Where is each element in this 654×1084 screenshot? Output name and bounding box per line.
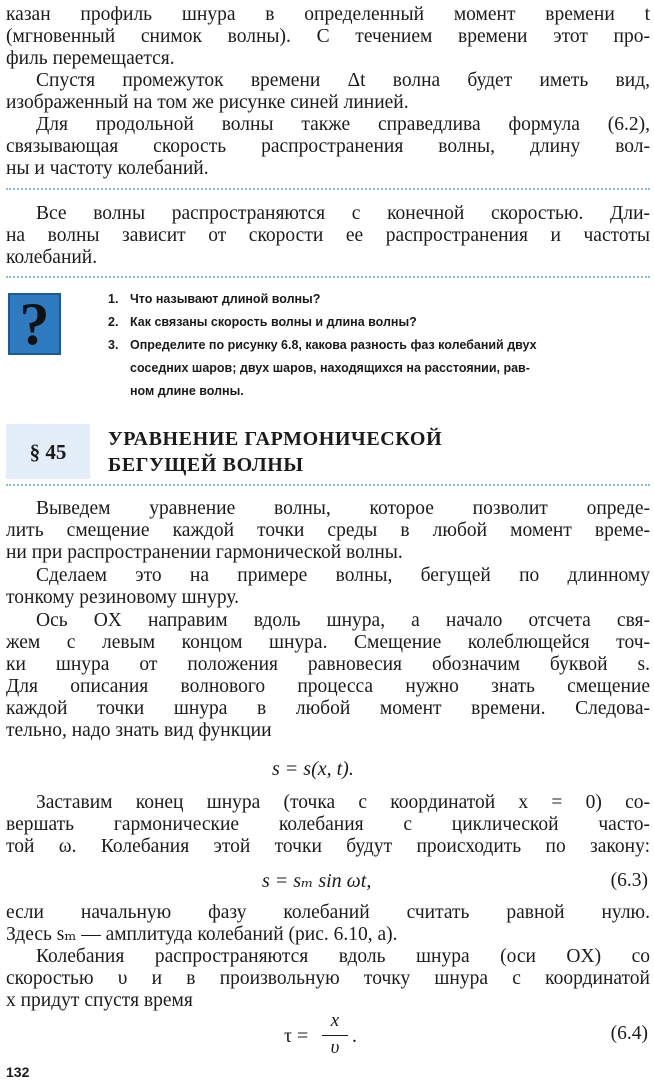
text-line: Сделаем это на примере волны, бегущей по длинному <box>36 565 650 586</box>
text-line: каждой точки шнура в любой момент времени. Следова- <box>6 698 650 719</box>
text-line: связывающая скорость распространения волны, длину вол- <box>6 136 650 157</box>
text-line: на волны зависит от скорости ее распространения и частоты <box>6 225 650 246</box>
formula: s = sₘ sin ωt, <box>262 870 372 892</box>
text-line: Колебания распространяются вдоль шнура (оси OX) со <box>36 946 650 967</box>
text-line: той ω. Колебания этой точки будут происходить по закону: <box>6 836 650 857</box>
text-line: Все волны распространяются с конечной скоростью. Дли- <box>36 203 650 224</box>
question-text: Как связаны скорость волны и длина волны? <box>130 315 417 329</box>
text-line: скоростью υ и в произвольную точку шнура с координатой <box>6 968 650 989</box>
equation-number: (6.3) <box>610 870 648 891</box>
text-line: Здесь sₘ — амплитуда колебаний (рис. 6.10, а). <box>6 924 398 945</box>
text-line: Для продольной волны также справедлива формула (6.2), <box>36 114 650 135</box>
text-line: ни при распространении гармонической волны. <box>6 542 403 563</box>
text-line: тонкому резиновому шнуру. <box>6 587 240 608</box>
text-line: изображенный на том же рисунке синей линией. <box>6 92 409 113</box>
text-line: ки шнура от положения равновесия обозначим буквой s. <box>6 654 650 675</box>
text-line: Выведем уравнение волны, которое позволит опреде- <box>36 498 650 519</box>
question-text: ном длине волны. <box>130 384 244 398</box>
divider <box>6 484 650 486</box>
text-line: тельно, надо знать вид функции <box>6 720 272 741</box>
formula-dot: . <box>352 1025 357 1047</box>
text-line: Ось OX направим вдоль шнура, а начало отсчета свя- <box>36 610 650 631</box>
fraction-denominator: υ <box>330 1037 340 1058</box>
question-text: соседних шаров; двух шаров, находящихся на расстоянии, рав- <box>130 361 530 375</box>
section-title: БЕГУЩЕЙ ВОЛНЫ <box>108 454 304 476</box>
text-line: Заставим конец шнура (точка с координатой x = 0) со- <box>36 792 650 813</box>
text-line: Спустя промежуток времени Δt волна будет иметь вид, <box>36 70 650 91</box>
text-line: ны и частоту колебаний. <box>6 158 209 179</box>
equation-number: (6.4) <box>610 1023 648 1044</box>
question-mark-icon: ? <box>8 293 61 355</box>
section-title: УРАВНЕНИЕ ГАРМОНИЧЕСКОЙ <box>108 428 443 450</box>
text-line: вершать гармонические колебания с циклической часто- <box>6 814 650 835</box>
question-text: Что называют длиной волны? <box>130 292 321 306</box>
text-line: колебаний. <box>6 247 98 268</box>
fraction-numerator: x <box>330 1010 340 1031</box>
text-line: Для описания волнового процесса нужно знать смещение <box>6 676 650 697</box>
text-line: жем с левым концом шнура. Смещение колеблющейся точ- <box>6 632 650 653</box>
text-line: казан профиль шнура в определенный момент времени t <box>6 4 650 25</box>
divider <box>6 188 650 190</box>
fraction <box>318 1010 352 1062</box>
fraction-bar <box>322 1035 348 1036</box>
text-line: лить смещение каждой точки среды в любой момент време- <box>6 520 650 541</box>
text-line: если начальную фазу колебаний считать равной нулю. <box>6 902 650 923</box>
divider <box>6 276 650 278</box>
question-text: Определите по рисунку 6.8, какова разность фаз колебаний двух <box>130 338 537 352</box>
formula: s = s(x, t). <box>272 758 354 780</box>
text-line: (мгновенный снимок волны). С течением времени этот про- <box>6 26 650 47</box>
text-line: x придут спустя время <box>6 990 193 1011</box>
section-number: § 45 <box>6 424 90 479</box>
text-line: филь перемещается. <box>6 48 175 69</box>
page-number: 132 <box>6 1064 30 1080</box>
formula-lhs: τ = <box>284 1025 309 1047</box>
